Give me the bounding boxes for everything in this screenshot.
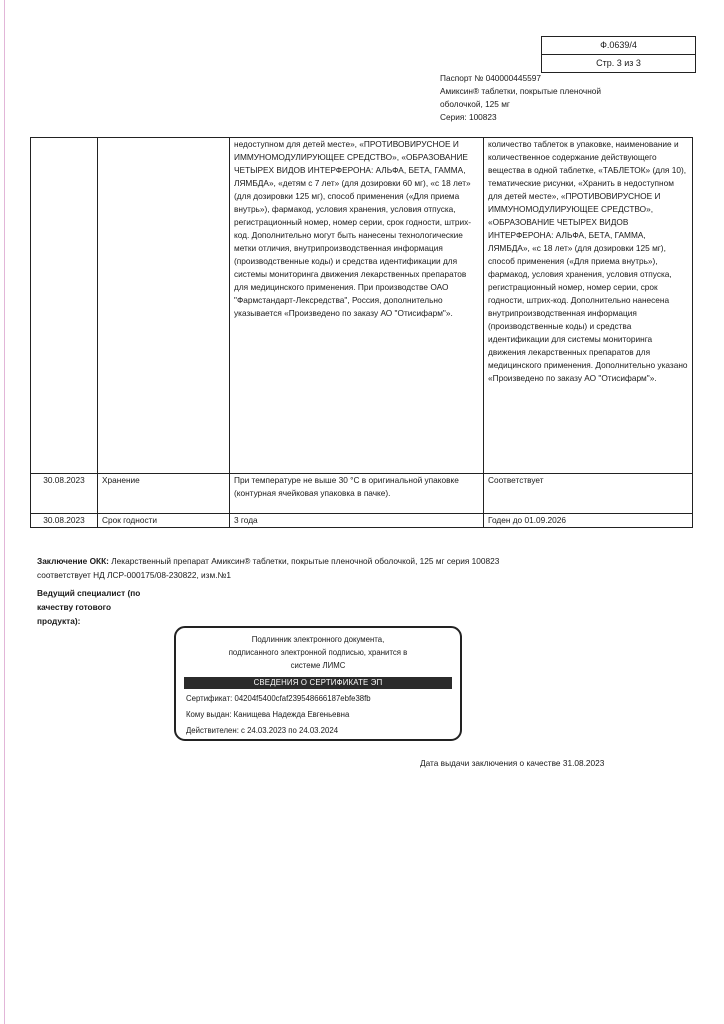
lead-specialist-line2: качеству готового [37, 602, 112, 612]
table-row [31, 474, 693, 514]
parameter-cell [98, 138, 230, 474]
conclusion [37, 554, 499, 582]
passport-number: Паспорт № 040000445597 [440, 73, 541, 83]
product-name-line1: Амиксин® таблетки, покрытые пленочной [440, 86, 602, 96]
date-cell: 30.08.2023 [31, 474, 98, 514]
table-row [31, 138, 693, 474]
parameter-cell: Срок годности [98, 514, 230, 528]
product-name-line2: оболочкой, 125 мг [440, 99, 510, 109]
electronic-signature-stamp [174, 626, 462, 741]
conclusion-text-line2: соответствует НД ЛСР-000175/08-230822, изм.№1 [37, 570, 232, 580]
issue-date: Дата выдачи заключения о качестве 31.08.2023 [420, 758, 605, 768]
form-code: Ф.0639/4 [600, 40, 637, 50]
table-row [31, 514, 693, 528]
certificate-number: Сертификат: 04204f5400cfaf239548666187ebfe38fb [186, 694, 371, 703]
certificate-validity: Действителен: с 24.03.2023 по 24.03.2024 [186, 726, 339, 735]
conclusion-label: Заключение ОКК: [37, 556, 109, 566]
certificate-owner: Кому выдан: Канищева Надежда Евгеньевна [186, 710, 350, 719]
result-cell: Соответствует [484, 474, 693, 514]
stamp-line1: Подлинник электронного документа, [251, 635, 385, 644]
stamp-line3: системе ЛИМС [290, 661, 346, 670]
lead-specialist-label [37, 586, 140, 628]
result-cell: Годен до 01.09.2026 [484, 514, 693, 528]
passport-block [440, 72, 601, 124]
stamp-banner: СВЕДЕНИЯ О СЕРТИФИКАТЕ ЭП [184, 677, 452, 689]
page-number: Стр. 3 из 3 [542, 54, 695, 72]
page-edge-line [4, 0, 5, 1024]
batch-number: Серия: 100823 [440, 112, 497, 122]
requirement-cell: При температуре не выше 30 °С в оригинальной упаковке (контурная ячейковая упаковка в пачке). [230, 474, 484, 514]
stamp-line2: подписанного электронной подписью, хранится в [228, 648, 408, 657]
parameter-cell: Хранение [98, 474, 230, 514]
form-code-box [541, 36, 696, 73]
conclusion-text: Лекарственный препарат Амиксин® таблетки, покрытые пленочной оболочкой, 125 мг серия 100823 [108, 556, 500, 566]
requirement-cell: недоступном для детей месте», «ПРОТИВОВИРУСНОЕ И ИММУНОМОДУЛИРУЮЩЕЕ СРЕДСТВО», «ОБРАЗОВАНИЕ ЧЕТЫРЕХ ВИДОВ ИНТЕРФЕРОНА: АЛЬФА, БЕТА, ГАММА, ЛЯМБДА», «детям с 7 лет» (для дозировки 60 мг), «с 18 лет» (для дозировки 125 мг), способ применения («Для приема внутрь»), фармакод, условия хранения, условия отпуска, регистрационный номер, номер серии, срок годности, штрих-код. Дополнительно могут быть нанесены технологические метки отличия, внутрипроизводственная информация (производственные коды) и средства идентификации для системы мониторинга движения лекарственных препаратов для медицинского применения. При производстве ОАО "Фармстандарт-Лексредства", Россия, дополнительно указывается «Произведено по заказу АО "Отисифарм"». [230, 138, 484, 474]
date-cell [31, 138, 98, 474]
lead-specialist-line3: продукта): [37, 616, 81, 626]
result-cell: количество таблеток в упаковке, наименование и количественное содержание действующего вещества в одной таблетке, «ТАБЛЕТОК» (для 10), тематические рисунки, «Хранить в недоступном для детей месте», «ПРОТИВОВИРУСНОЕ И ИММУНОМОДУЛИРУЮЩЕЕ СРЕДСТВО», «ОБРАЗОВАНИЕ ЧЕТЫРЕХ ВИДОВ ИНТЕРФЕРОНА: АЛЬФА, БЕТА, ГАММА, ЛЯМБДА», «с 18 лет» (для дозировки 125 мг), способ применения («Для приема внутрь»), фармакод, условия хранения, условия отпуска, регистрационный номер, номер серии, срок годности, штрих-код. Дополнительно нанесена внутрипроизводственная информация (производственные коды) и средства идентификации для системы мониторинга движения лекарственных препаратов для медицинского применения. Дополнительно указано «Произведено по заказу АО "Отисифарм"». [484, 138, 693, 474]
test-results-table [30, 137, 693, 528]
date-cell: 30.08.2023 [31, 514, 98, 528]
lead-specialist-line1: Ведущий специалист (по [37, 588, 141, 598]
requirement-cell: 3 года [230, 514, 484, 528]
